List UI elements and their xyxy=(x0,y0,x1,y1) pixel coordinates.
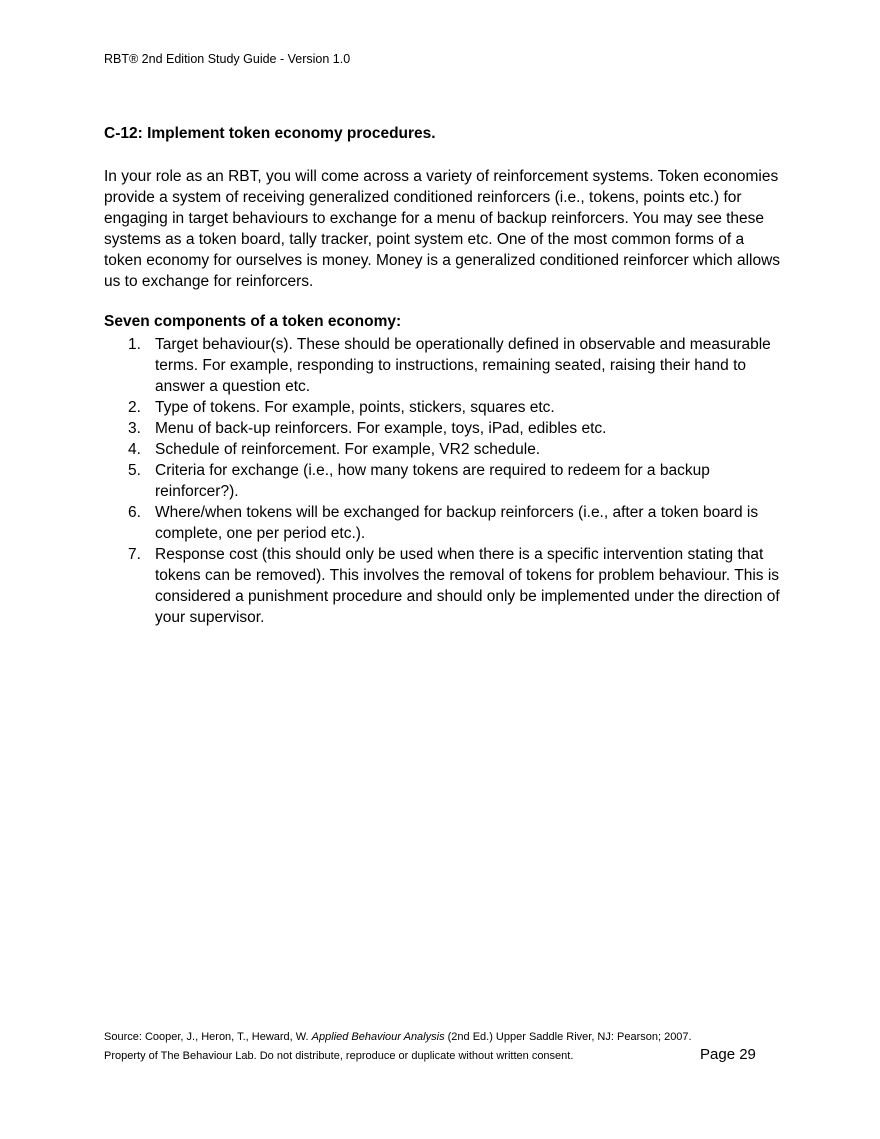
list-item-text: Target behaviour(s). These should be operationally defined in observable and measurable terms. For example, responding to instructions, remaining seated, raising their hand to answer a question etc. xyxy=(155,336,771,395)
source-title: Applied Behaviour Analysis xyxy=(311,1031,445,1043)
list-item-text: Response cost (this should only be used when there is a specific intervention stating that tokens can be removed). This involves the removal of tokens for problem behaviour. This is considered a punishment procedure and should only be implemented under the direction of your supervisor. xyxy=(155,546,780,626)
list-item-text: Menu of back-up reinforcers. For example, toys, iPad, edibles etc. xyxy=(155,420,607,437)
list-item-number: 1. xyxy=(128,336,141,353)
components-list xyxy=(104,334,784,628)
list-item-number: 3. xyxy=(128,420,141,437)
list-item-number: 2. xyxy=(128,399,141,416)
components-heading: Seven components of a token economy: xyxy=(104,313,402,330)
list-item-number: 4. xyxy=(128,441,141,458)
page-number: Page 29 xyxy=(700,1046,756,1063)
source-prefix: Source: Cooper, J., Heron, T., Heward, W. xyxy=(104,1031,312,1043)
list-item-text: Schedule of reinforcement. For example, VR2 schedule. xyxy=(155,441,541,458)
list-item-text: Where/when tokens will be exchanged for backup reinforcers (i.e., after a token board is complete, one per period etc.). xyxy=(155,504,759,542)
list-item xyxy=(104,460,784,502)
property-notice: Property of The Behaviour Lab. Do not distribute, reproduce or duplicate without written consent. xyxy=(104,1050,574,1062)
list-item-text: Type of tokens. For example, points, stickers, squares etc. xyxy=(155,399,555,416)
list-item xyxy=(104,334,784,397)
source-suffix: (2nd Ed.) Upper Saddle River, NJ: Pearson; 2007. xyxy=(444,1031,692,1043)
list-item-number: 7. xyxy=(128,546,141,563)
intro-paragraph: In your role as an RBT, you will come across a variety of reinforcement systems. Token economies provide a system of receiving generalized conditioned reinforcers (i.e., tokens, points etc.) for engaging in target behaviours to exchange for a menu of backup reinforcers. You may see these systems as a token board, tally tracker, point system etc. One of the most common forms of a token economy for ourselves is money. Money is a generalized conditioned reinforcer which allows us to exchange for reinforcers. xyxy=(104,168,781,290)
section-title: C-12: Implement token economy procedures. xyxy=(104,125,436,142)
list-item xyxy=(104,418,784,439)
source-citation xyxy=(104,1031,692,1043)
list-item xyxy=(104,502,784,544)
list-item-text: Criteria for exchange (i.e., how many tokens are required to redeem for a backup reinforcer?). xyxy=(155,462,710,500)
list-item-number: 6. xyxy=(128,504,141,521)
list-item xyxy=(104,544,784,628)
list-item xyxy=(104,439,784,460)
list-item-number: 5. xyxy=(128,462,141,479)
document-header: RBT® 2nd Edition Study Guide - Version 1.0 xyxy=(104,52,351,66)
list-item xyxy=(104,397,784,418)
